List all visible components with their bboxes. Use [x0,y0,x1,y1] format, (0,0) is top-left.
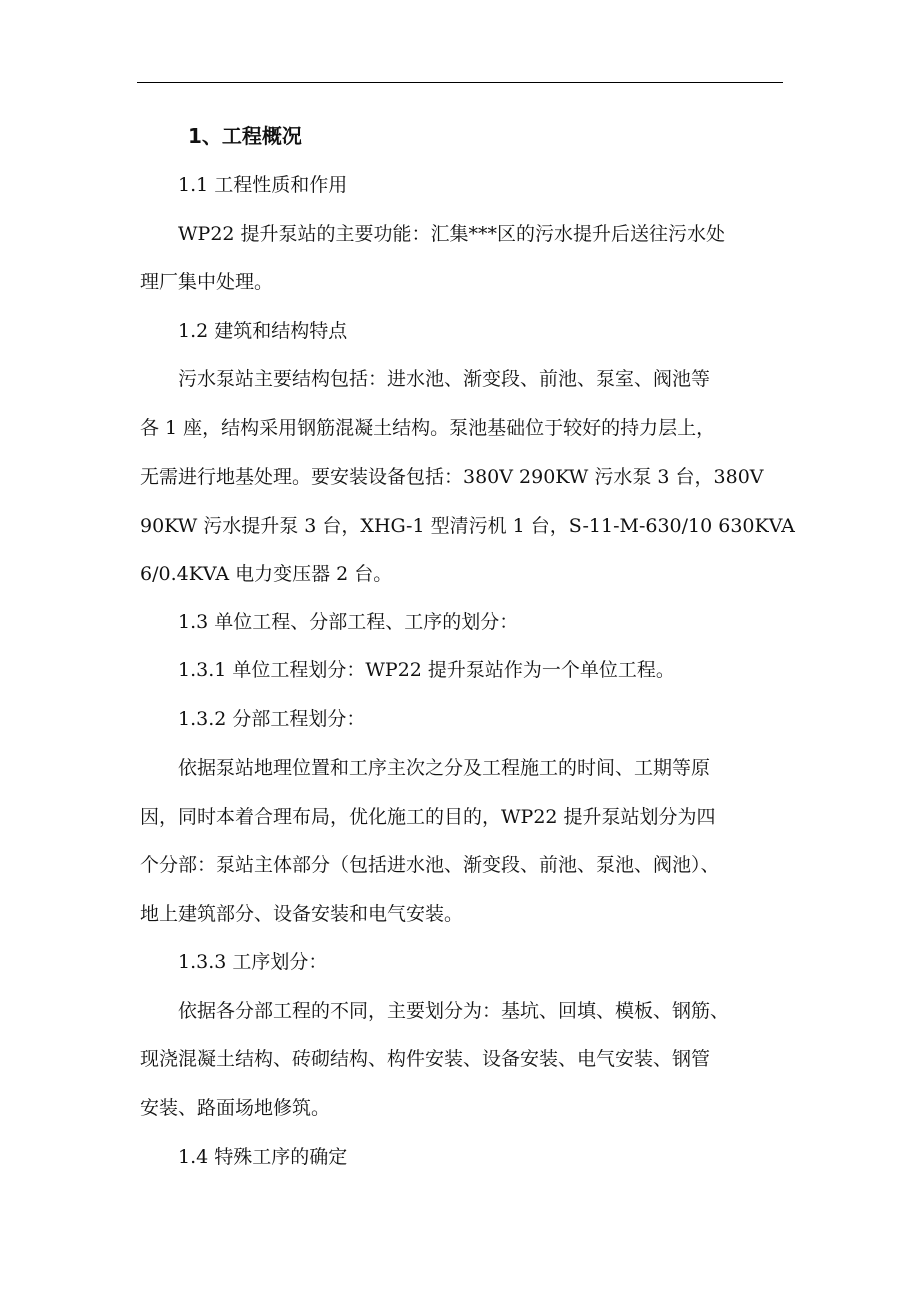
section-title: 1、工程概况 [188,124,302,148]
paragraph-line: 污水泵站主要结构包括：进水池、渐变段、前池、泵室、阀池等 [178,368,711,390]
heading-1-1: 1.1 工程性质和作用 [178,174,348,196]
paragraph-line: 6/0.4KVA 电力变压器 2 台。 [140,563,393,585]
paragraph-line: 依据各分部工程的不同，主要划分为：基坑、回填、模板、钢筋、 [178,1000,730,1022]
heading-1-3-3: 1.3.3 工序划分： [178,951,328,973]
paragraph-line: 无需进行地基处理。要安装设备包括：380V 290KW 污水泵 3 台，380V [140,466,764,488]
paragraph-line: 依据泵站地理位置和工序主次之分及工程施工的时间、工期等原 [178,757,711,779]
heading-1-3-1: 1.3.1 单位工程划分：WP22 提升泵站作为一个单位工程。 [178,659,675,681]
paragraph-line: 地上建筑部分、设备安装和电气安装。 [140,903,464,925]
heading-1-3: 1.3 单位工程、分部工程、工序的划分： [178,611,519,633]
heading-1-4: 1.4 特殊工序的确定 [178,1146,348,1168]
paragraph-line: 理厂集中处理。 [140,271,274,293]
paragraph-line: 90KW 污水提升泵 3 台，XHG-1 型清污机 1 台，S-11-M-630/10 630KVA [140,515,795,537]
paragraph-line: 个分部：泵站主体部分（包括进水池、渐变段、前池、泵池、阀池）、 [140,854,720,876]
paragraph-line: WP22 提升泵站的主要功能：汇集***区的污水提升后送往污水处 [178,223,726,245]
paragraph-line: 安装、路面场地修筑。 [140,1097,331,1119]
paragraph-line: 各 1 座，结构采用钢筋混凝土结构。泵池基础位于较好的持力层上， [140,417,716,439]
heading-1-2: 1.2 建筑和结构特点 [178,320,348,342]
paragraph-line: 因，同时本着合理布局，优化施工的目的，WP22 提升泵站划分为四 [140,806,716,828]
heading-1-3-2: 1.3.2 分部工程划分： [178,708,366,730]
paragraph-line: 现浇混凝土结构、砖砌结构、构件安装、设备安装、电气安装、钢管 [140,1048,711,1070]
header-rule [137,82,783,83]
